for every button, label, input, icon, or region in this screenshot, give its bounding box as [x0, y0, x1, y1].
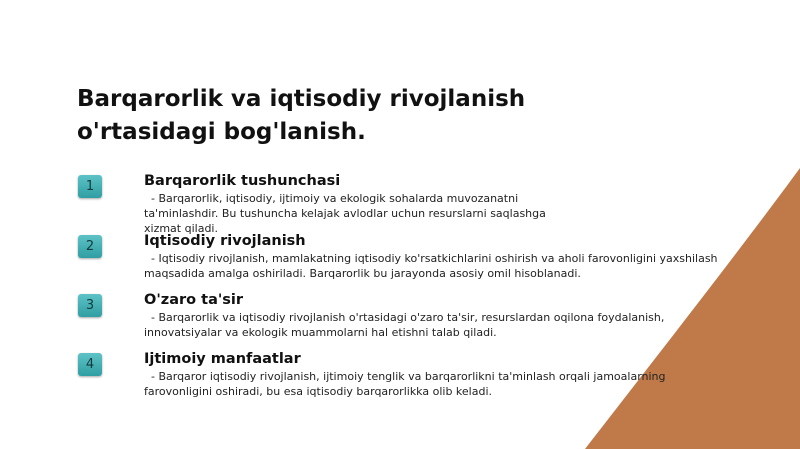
number-badge: 3	[78, 294, 102, 317]
item-title: O'zaro ta'sir	[144, 292, 244, 308]
description-line: - Barqarorlik va iqtisodiy rivojlanish o'rtasidagi o'zaro ta'sir, resurslardan oqilona foydalanish,	[144, 311, 665, 324]
description-line: - Barqaror iqtisodiy rivojlanish, ijtimoiy tenglik va barqarorlikni ta'minlash orqali jamoalarning	[144, 370, 666, 383]
number-badge: 2	[78, 235, 102, 258]
item-title: Ijtimoiy manfaatlar	[144, 351, 301, 367]
description-line: farovonligini oshiradi, bu esa iqtisodiy barqarorlikka olib keladi.	[144, 385, 492, 398]
description-line: innovatsiyalar va ekologik muammolarni hal etishni talab qiladi.	[144, 326, 497, 339]
slide-title: Barqarorlik va iqtisodiy rivojlanish o'rtasidagi bog'lanish.	[77, 86, 526, 145]
item-description	[144, 191, 546, 236]
item-title: Barqarorlik tushunchasi	[144, 173, 341, 189]
description-line: xizmat qiladi.	[144, 222, 218, 235]
item-title: Iqtisodiy rivojlanish	[144, 233, 306, 249]
description-line: - Barqarorlik, iqtisodiy, ijtimoiy va ekologik sohalarda muvozanatni	[144, 192, 519, 205]
number-badge: 4	[78, 353, 102, 376]
description-line: maqsadida amalga oshiriladi. Barqarorlik bu jarayonda asosiy omil hisoblanadi.	[144, 267, 581, 280]
item-description	[144, 251, 718, 281]
item-description	[144, 369, 666, 399]
item-description	[144, 310, 664, 340]
description-line: - Iqtisodiy rivojlanish, mamlakatning iqtisodiy ko'rsatkichlarini oshirish va aholi farovonligini yaxshilash	[144, 252, 718, 265]
number-badge: 1	[78, 175, 102, 198]
description-line: ta'minlashdir. Bu tushuncha kelajak avlodlar uchun resurslarni saqlashga	[144, 207, 546, 220]
